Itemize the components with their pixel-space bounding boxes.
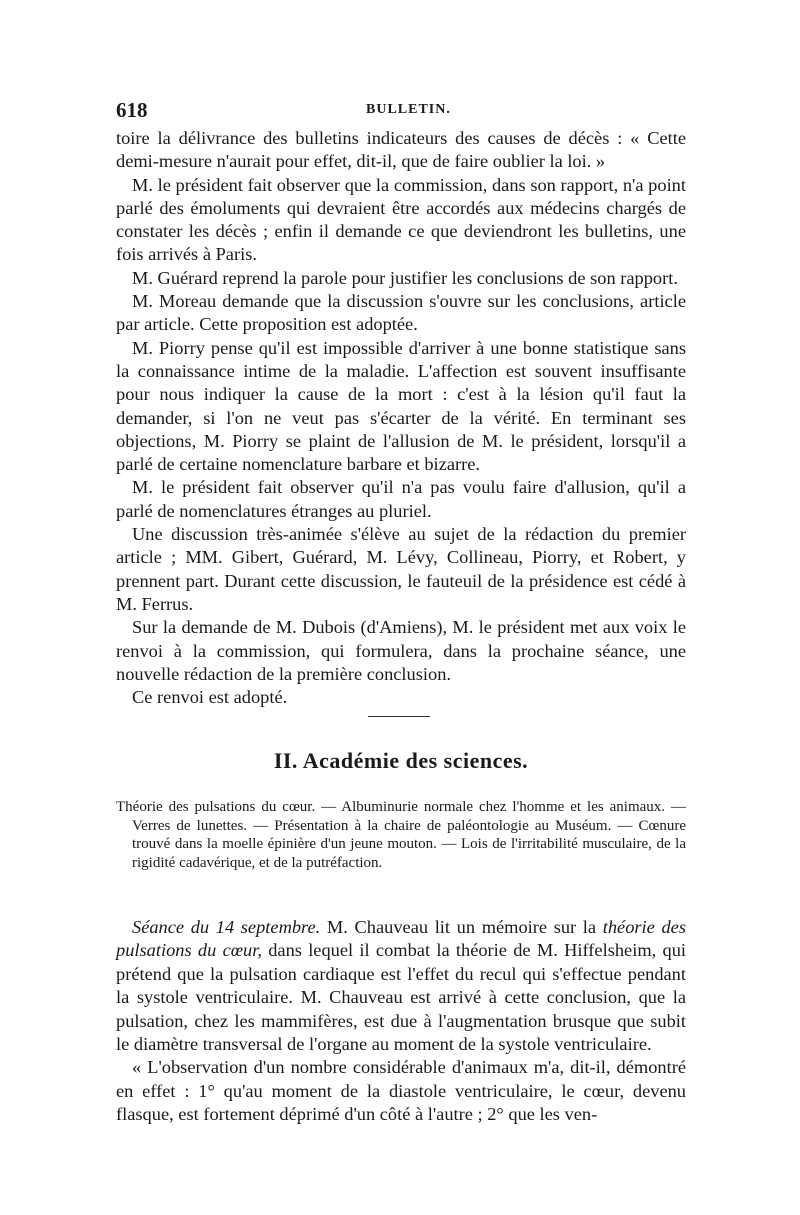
paragraph: Une discussion très-animée s'élève au sujet de la rédaction du premier article ; MM. Gibert, Guérard, M. Lévy, Collineau, Piorry, et Robert, y prennent part. Durant cette discussion, le fauteuil de la présidence est cédé à M. Ferrus. bbox=[116, 524, 686, 614]
body-text bbox=[116, 127, 686, 709]
running-header bbox=[116, 98, 686, 126]
paragraph: toire la délivrance des bulletins indicateurs des causes de décès : « Cette demi-mesure n'aurait pour effet, dit-il, que de faire oublier la loi. » bbox=[116, 128, 686, 172]
seance-date: Séance du 14 septembre. bbox=[132, 917, 321, 937]
paragraph: M. le président fait observer que la commission, dans son rapport, n'a point parlé des émoluments qui devraient être accordés aux médecins chargés de constater les décès ; enfin il demande ce que deviendront les bulletins, une fois arrivés à Paris. bbox=[116, 174, 686, 265]
paragraph: Sur la demande de M. Dubois (d'Amiens), M. le président met aux voix le renvoi à la commission, qui formulera, dans la prochaine séance, une nouvelle rédaction de la première conclusion. bbox=[116, 617, 686, 684]
seance-text bbox=[116, 916, 686, 1127]
paragraph: M. Piorry pense qu'il est impossible d'arriver à une bonne statistique sans la connaissance intime de la maladie. L'affection est souvent insuffisante pour nous indiquer la cause de la mort : c'est à la lésion qu'il faut la demander, si l'on ne veut pas s'écarter de la vérité. En terminant ses objections, M. Piorry se plaint de l'allusion de M. le président, lorsqu'il a parlé de certaine nomenclature barbare et bizarre. bbox=[116, 337, 686, 475]
running-title: BULLETIN. bbox=[366, 102, 451, 117]
paragraph: M. Guérard reprend la parole pour justifier les conclusions de son rapport. bbox=[132, 267, 678, 288]
section-heading: II. Académie des sciences. bbox=[273, 748, 529, 773]
section-divider bbox=[368, 716, 430, 717]
paragraph: M. le président fait observer qu'il n'a pas voulu faire d'allusion, qu'il a parlé de nomenclatures étranges au pluriel. bbox=[116, 477, 686, 521]
paragraph bbox=[116, 916, 686, 1056]
section-summary bbox=[116, 798, 686, 872]
seance-text-part: M. Chauveau lit un mémoire sur la bbox=[320, 917, 603, 937]
summary-text: Théorie des pulsations du cœur. — Albuminurie normale chez l'homme et les animaux. — Verres de lunettes. — Présentation à la chaire de paléontologie au Muséum. — Cœnure trouvé dans la moelle épinière d'un jeune mouton. — Lois de l'irritabilité musculaire, de la rigidité cadavérique, et de la putréfaction. bbox=[116, 799, 686, 871]
quotation: « L'observation d'un nombre considérable d'animaux m'a, dit-il, démontré en effet : 1° qu'au moment de la diastole ventriculaire, le cœur, devenu flasque, est fortement déprimé d'un côté à l'autre ; 2° que les ven- bbox=[116, 1057, 686, 1125]
paragraph: M. Moreau demande que la discussion s'ouvre sur les conclusions, article par article. Cette proposition est adoptée. bbox=[116, 291, 686, 335]
memoir-title: théorie des pulsations du cœur, bbox=[116, 917, 686, 961]
paragraph: Ce renvoi est adopté. bbox=[132, 687, 288, 708]
seance-text-part: dans lequel il combat la théorie de M. Hiffelsheim, qui prétend que la pulsation cardiaque est l'effet du recul qui s'effectue pendant la systole ventriculaire. M. Chauveau est arrivé à cette conclusion, que la pulsation, chez les mammifères, est due à l'augmentation brusque que subit le diamètre transversal de l'organe au moment de la systole ventriculaire. bbox=[116, 940, 686, 1055]
page-number: 618 bbox=[116, 98, 148, 122]
